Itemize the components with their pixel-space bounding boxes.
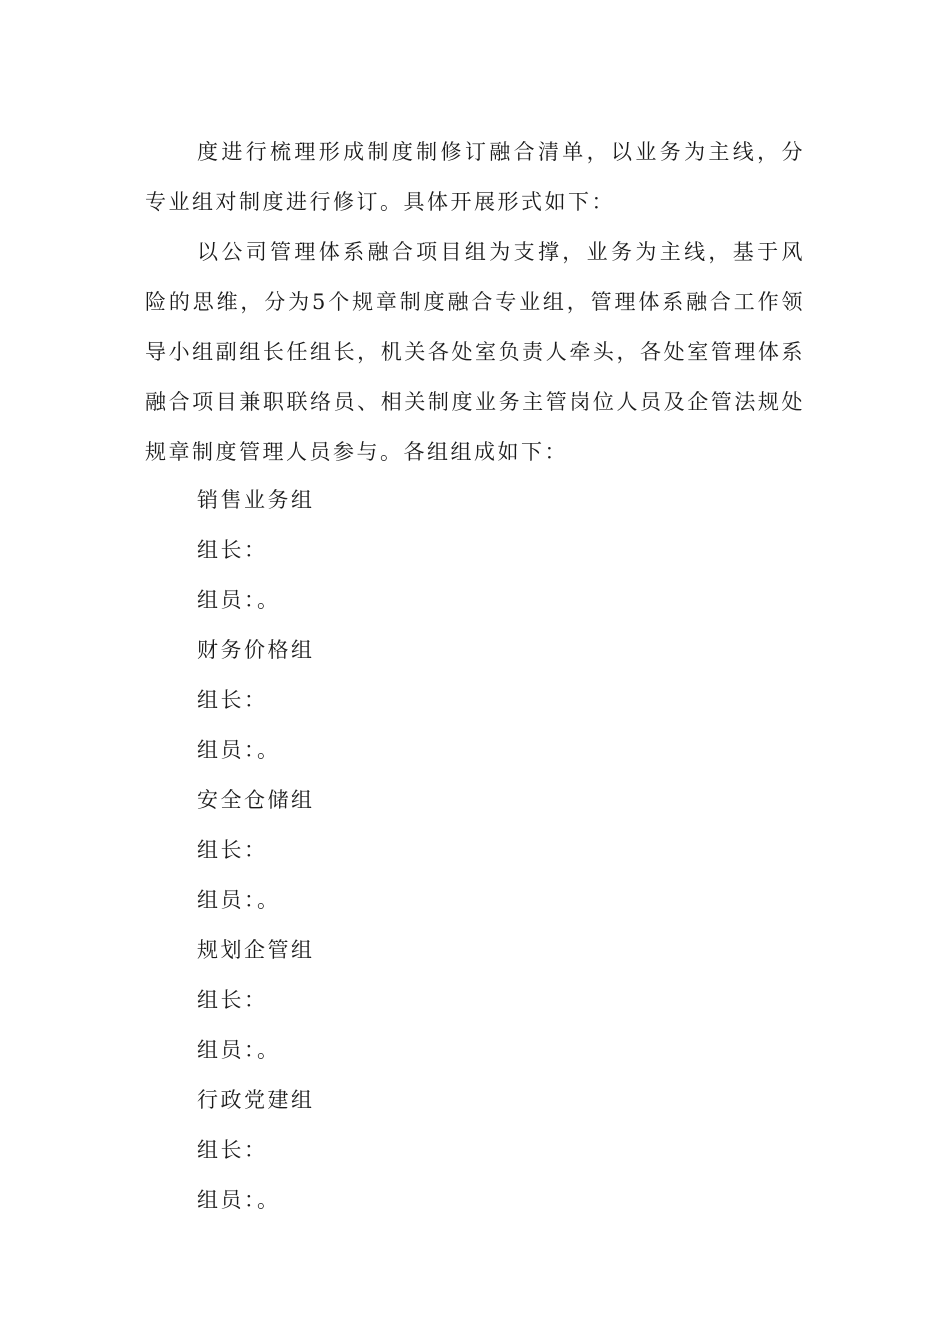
group-members-finance: 组员：。: [197, 738, 281, 762]
group-members-admin: 组员：。: [197, 1188, 281, 1212]
paragraph-organization: 以公司管理体系融合项目组为支撑，业务为主线，基于风险的思维，分为5个规章制度融合专业组，管理体系融合工作领导小组副组长任组长，机关各处室负责人牵头，各处室管理体系融合项目兼职联络员、相关制度业务主管岗位人员及企管法规处规章制度管理人员参与。各组组成如下：: [145, 240, 805, 464]
group-leader-safety: 组长：: [197, 838, 268, 862]
group-name-sales: 销售业务组: [197, 488, 315, 512]
group-members-safety: 组员：。: [197, 888, 281, 912]
group-leader-finance: 组长：: [197, 688, 268, 712]
group-name-finance: 财务价格组: [197, 638, 315, 662]
group-name-planning: 规划企管组: [197, 938, 315, 962]
group-name-safety: 安全仓储组: [197, 788, 315, 812]
paragraph-intro: 度进行梳理形成制度制修订融合清单，以业务为主线，分专业组对制度进行修订。具体开展形式如下：: [145, 140, 805, 214]
group-leader-sales: 组长：: [197, 538, 268, 562]
group-name-admin: 行政党建组: [197, 1088, 315, 1112]
group-leader-planning: 组长：: [197, 988, 268, 1012]
group-leader-admin: 组长：: [197, 1138, 268, 1162]
group-members-sales: 组员：。: [197, 588, 281, 612]
group-members-planning: 组员：。: [197, 1038, 281, 1062]
